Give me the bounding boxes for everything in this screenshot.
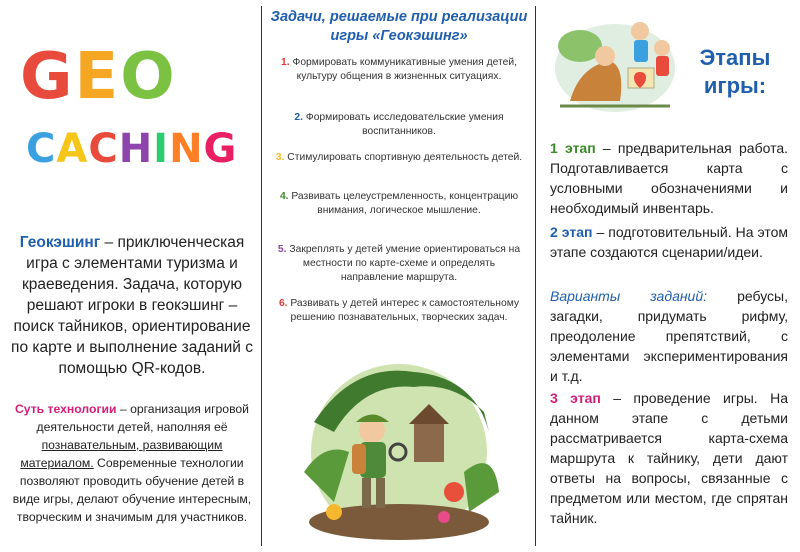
column-divider — [535, 6, 536, 546]
logo-letter: G — [203, 126, 238, 172]
task-text: Развивать у детей интерес к самостоятельному решению познавательных, творческих задач. — [287, 298, 520, 323]
stage-text: – подготовительный. На этом этапе создаются сценарии/идеи. — [550, 224, 788, 260]
task-number: 5. — [277, 244, 287, 255]
logo-letter: C — [88, 126, 119, 172]
task-number: 6. — [278, 298, 288, 309]
logo-letter: E — [74, 40, 121, 114]
column-divider — [261, 6, 262, 546]
stage-label: 2 этап — [550, 224, 593, 240]
task-item — [274, 111, 524, 139]
technology-paragraph — [6, 400, 258, 526]
stages-title: Этапы игры: — [699, 45, 771, 98]
task-number: 4. — [279, 191, 289, 202]
task-text: Формировать коммуникативные умения детей, культуру общения в жизненных ситуациях. — [289, 57, 517, 82]
right-column — [540, 0, 796, 552]
logo-letter: N — [169, 126, 204, 172]
stage-text: – проведение игры. На данном этапе с детьми рассматривается карта-схема маршрута к тайнику, дети дают ответы на вопросы, связанные с предметом или местом, где спрятан тайник. — [550, 390, 788, 526]
task-item — [274, 243, 524, 285]
stage-3 — [550, 388, 788, 528]
task-text: Формировать исследовательские умения воспитанников. — [303, 112, 504, 137]
left-column — [6, 0, 258, 552]
task-item — [274, 190, 524, 218]
kids-with-map-illustration — [550, 6, 680, 114]
logo-line-caching — [26, 126, 237, 172]
stage-label: 1 этап — [550, 140, 596, 156]
logo-letter: O — [120, 40, 177, 114]
child-explorer-illustration — [294, 352, 504, 542]
intro-text: – приключенческая игра с элементами туризма и краеведения. Задача, которую решают игроки в геокэшинг – поиск тайников, ориентирование по карте и выполнение заданий с помощью QR-кодов. — [11, 234, 253, 377]
tech-text: Современные технологии позволяют проводить обучение детей в виде игры, делают обучение интересным, творческим и значимым для участников. — [12, 456, 252, 524]
tech-underlined-text: познавательным, развивающим материалом. — [20, 438, 223, 470]
stage-1 — [550, 138, 788, 218]
tasks-title: Задачи, решаемые при реализации игры «Геокэшинг» — [270, 9, 528, 44]
logo-letter: I — [153, 126, 170, 172]
logo-letter: A — [56, 126, 89, 172]
geocaching-logo — [20, 40, 250, 190]
task-number: 2. — [294, 112, 303, 123]
logo-letter: H — [118, 126, 154, 172]
logo-letter: C — [26, 126, 57, 172]
task-item — [274, 151, 524, 165]
intro-term: Геокэшинг — [19, 234, 101, 251]
task-item — [274, 297, 524, 325]
task-variants — [550, 286, 788, 386]
task-number: 3. — [275, 152, 285, 163]
logo-line-geo — [20, 40, 177, 114]
task-text: Закреплять у детей умение ориентироваться на местности по карте-схеме и определять направление маршрута. — [286, 244, 521, 283]
stage-2 — [550, 222, 788, 262]
middle-column — [266, 0, 532, 552]
tech-term: Суть технологии — [14, 402, 117, 416]
task-text: Стимулировать спортивную деятельность детей. — [284, 152, 523, 163]
tech-text: – организация игровой деятельности детей, наполняя её — [36, 402, 249, 434]
task-number: 1. — [281, 57, 290, 68]
variants-text: ребусы, загадки, придумать рифму, преодоление препятствий, с элементами экспериментирования и т.д. — [550, 288, 788, 384]
logo-letter: G — [20, 40, 75, 114]
variants-label: Варианты заданий: — [550, 288, 708, 304]
stage-label: 3 этап — [550, 390, 601, 406]
intro-paragraph — [6, 232, 258, 379]
task-text: Развивать целеустремленность, концентрацию внимания, логическое мышление. — [288, 191, 519, 216]
task-item — [274, 56, 524, 84]
stage-text: – предварительная работа. Подготавливается карта с условными обозначениями и необходимый инвентарь. — [550, 140, 788, 216]
